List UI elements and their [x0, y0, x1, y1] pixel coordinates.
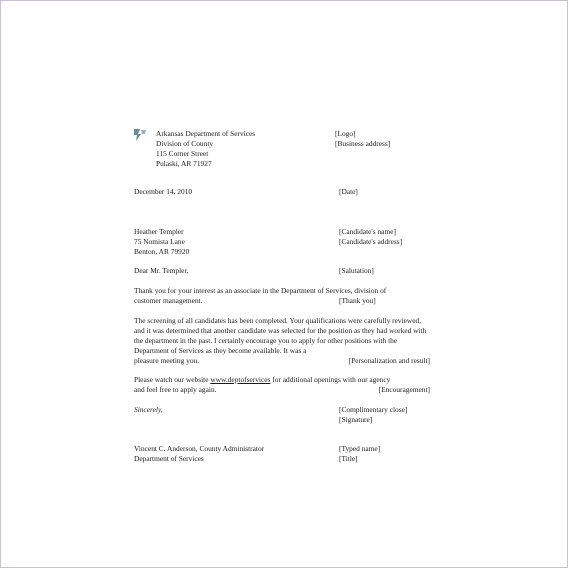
- signature-tag: [Signature]: [339, 415, 373, 424]
- date-tag: [Date]: [339, 187, 358, 196]
- arkansas-logo-icon: [133, 128, 147, 142]
- candidate-name-tag: [Candidate's name]: [339, 227, 396, 236]
- personalization-tag: [Personalization and result]: [348, 356, 430, 365]
- recipient-street: 75 Nomista Lane: [134, 237, 185, 246]
- para2-tail: pleasure meeting you.: [134, 356, 200, 365]
- para1-line1: Thank you for your interest as an associate in the Department of Services, division of: [134, 286, 387, 295]
- signer-title: Department of Services: [134, 454, 204, 463]
- complimentary-close-tag: [Complimentary close]: [339, 405, 408, 414]
- typed-name-tag: [Typed name]: [339, 444, 381, 453]
- signer-name: Vincent C. Anderson, County Administrator: [134, 444, 265, 453]
- org-street: 115 Corner Street: [156, 149, 209, 158]
- recipient-city: Benton, AR 79920: [134, 247, 190, 256]
- para2-body: The screening of all candidates has been completed. Your qualifications were carefully reviewed, and it was determined that another candidate was selected for the position as they had worked with the department in the past. I certainly encourage you to apply for other positions with the Department of Services as they become available. It was a: [134, 316, 427, 355]
- para2: [134, 316, 430, 366]
- org-name: Arkansas Department of Services: [156, 129, 256, 138]
- salutation: Dear Mr. Templer,: [134, 266, 189, 275]
- complimentary-close: Sincerely,: [134, 405, 163, 414]
- thank-you-tag: [Thank you]: [339, 296, 376, 305]
- letter-date: December 14, 2010: [134, 187, 193, 196]
- business-address-tag: [Business address]: [335, 139, 391, 148]
- para3-tail: and feel free to apply again.: [134, 385, 217, 394]
- recipient-name: Heather Templer: [134, 227, 184, 236]
- website-link[interactable]: www.deptofservices: [210, 375, 271, 384]
- para3-before-link: Please watch our website: [134, 375, 211, 384]
- logo-tag: [Logo]: [335, 129, 356, 138]
- division-name: Division of County: [156, 139, 214, 148]
- candidate-address-tag: [Candidate's address]: [339, 237, 403, 246]
- para3-after-link: for additional openings with our agency: [270, 375, 391, 384]
- para3: [134, 375, 430, 395]
- org-city: Pulaski, AR 71927: [156, 159, 212, 168]
- salutation-tag: [Salutation]: [339, 266, 374, 275]
- para1-line2: customer management.: [134, 296, 203, 305]
- title-tag: [Title]: [339, 454, 358, 463]
- encouragement-tag: [Encouragement]: [378, 385, 430, 394]
